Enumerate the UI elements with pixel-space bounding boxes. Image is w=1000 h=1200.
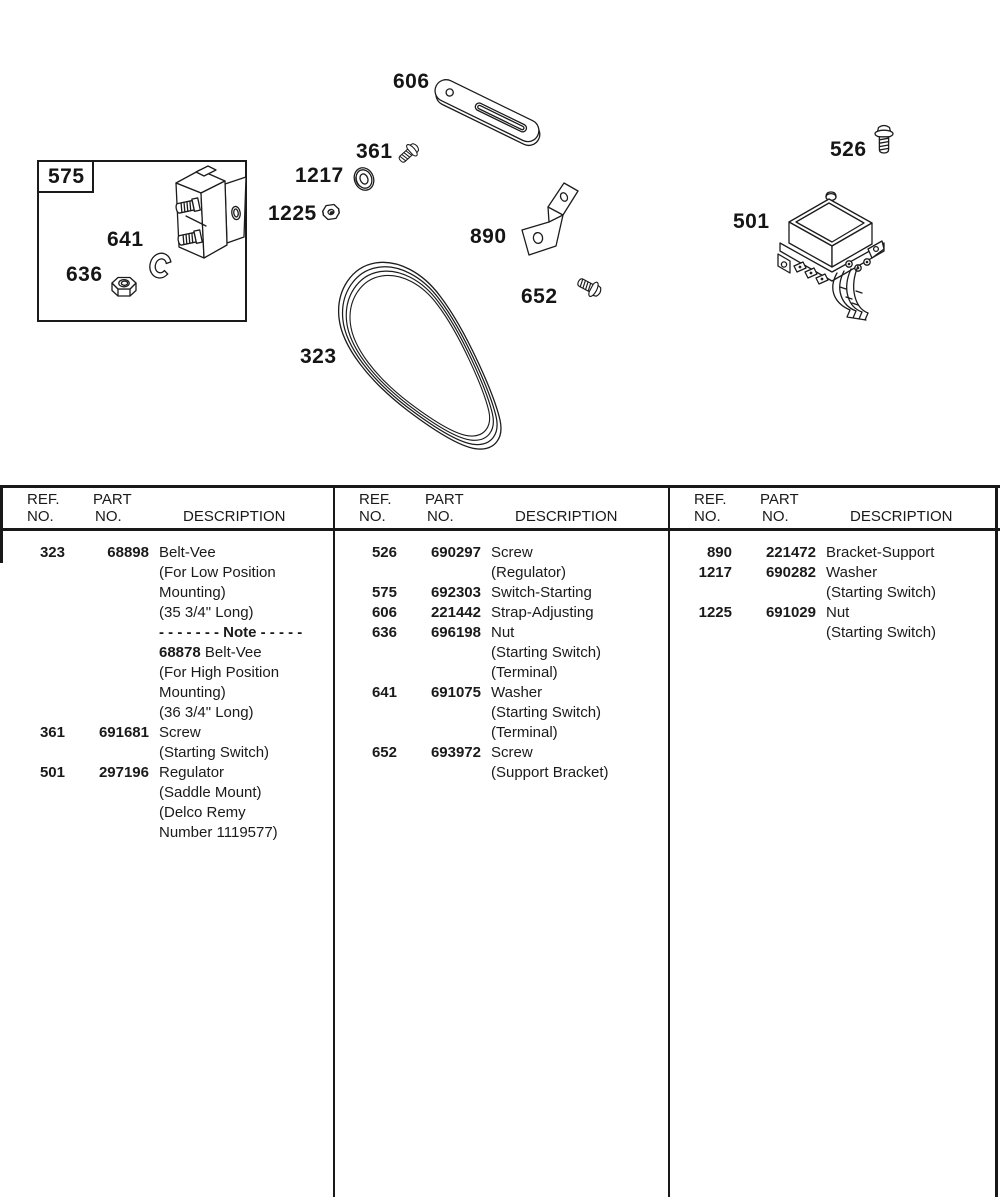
ref-no: 361 [39,724,65,741]
part-row [335,563,668,583]
description: (Delco Remy [159,804,246,821]
description: (Regulator) [491,564,567,581]
ref-no [335,703,397,723]
description: Nut [491,624,515,641]
strap-drawing [430,76,545,149]
part-row [3,683,333,703]
description: Washer [491,684,543,701]
part-no [397,703,481,723]
part-no: 691681 [98,724,149,741]
part-no [397,563,481,583]
parts-column-3 [670,485,995,1200]
header-ref-no: NO. [694,508,721,525]
callout-575: 575 [48,165,85,188]
part-row [3,663,333,683]
part-no [65,603,149,623]
column-header [335,488,668,528]
ref-no [3,583,65,603]
ref-no: 606 [371,604,397,621]
callout-606: 606 [393,70,430,93]
nut-1225-drawing [322,204,340,220]
header-part: PART [760,491,799,508]
part-no [65,583,149,603]
header-description: DESCRIPTION [183,508,286,525]
ref-no [3,563,65,583]
header-description: DESCRIPTION [850,508,953,525]
part-no [397,663,481,683]
ref-no [335,663,397,683]
description: Mounting) [159,684,226,701]
washer-1217-drawing [351,165,377,193]
ref-no [3,743,65,763]
part-row [3,723,333,743]
bracket-890-drawing [522,183,578,255]
description: Nut [826,604,850,621]
header-description: DESCRIPTION [515,508,618,525]
ref-no [3,823,65,843]
part-row [335,643,668,663]
exploded-parts-diagram [0,0,1000,485]
column-rows [3,543,333,843]
header-ref: REF. [694,491,727,508]
ref-no: 323 [39,544,65,561]
ref-no [3,663,65,683]
part-no: 221472 [765,544,816,561]
part-no: 221442 [430,604,481,621]
part-no [65,823,149,843]
description: Bracket-Support [826,544,935,561]
part-no [397,763,481,783]
callout-361: 361 [356,140,393,163]
part-no [65,743,149,763]
part-no: 696198 [430,624,481,641]
ref-no: 636 [371,624,397,641]
part-row [3,763,333,783]
description: (35 3/4" Long) [159,604,254,621]
description: - - - - - - - Note - - - - - [159,624,303,641]
description: (36 3/4" Long) [159,704,254,721]
header-part-no: NO. [95,508,122,525]
ref-no [335,763,397,783]
ref-no [335,643,397,663]
part-no: 691075 [430,684,481,701]
belt-drawing [339,262,501,449]
callout-323: 323 [300,345,337,368]
part-no: 690282 [765,564,816,581]
part-row [335,683,668,703]
callout-526: 526 [830,138,867,161]
description: (Starting Switch) [826,584,937,601]
part-no [732,583,816,603]
ref-no: 575 [371,584,397,601]
part-no [65,803,149,823]
description: Mounting) [159,584,226,601]
parts-column-2 [335,485,668,1200]
parts-column-1 [3,485,333,1200]
ref-no [335,563,397,583]
part-no [65,563,149,583]
part-no: 691029 [765,604,816,621]
ref-no [3,703,65,723]
column-rows [335,543,668,783]
header-part: PART [425,491,464,508]
description: Screw [159,724,201,741]
part-no [65,643,149,663]
description: Washer [826,564,878,581]
header-part-no: NO. [427,508,454,525]
ref-no [3,803,65,823]
ref-no: 1217 [698,564,732,581]
part-row [335,763,668,783]
part-no [397,643,481,663]
ref-no [3,623,65,643]
ref-no: 1225 [698,604,732,621]
description: Screw [491,544,533,561]
part-no: 692303 [430,584,481,601]
ref-no: 890 [706,544,732,561]
parts-table [0,485,1000,1200]
part-row [670,543,995,563]
header-ref-no: NO. [359,508,386,525]
part-no: 690297 [430,544,481,561]
header-ref: REF. [359,491,392,508]
part-row [3,783,333,803]
part-row [335,743,668,763]
part-row [670,583,995,603]
regulator-drawing [778,192,884,320]
header-ref-no: NO. [27,508,54,525]
ref-no [670,583,732,603]
screw-652-drawing [575,274,604,299]
ref-no [670,623,732,643]
ref-no: 526 [371,544,397,561]
part-row [3,623,333,643]
nut-636-drawing [112,278,136,297]
screw-526-drawing [875,126,893,154]
callout-636: 636 [66,263,103,286]
header-part-no: NO. [762,508,789,525]
screw-361-drawing [396,140,422,165]
description: (For High Position [159,664,280,681]
part-row [670,563,995,583]
description: (Starting Switch) [826,624,937,641]
description: Switch-Starting [491,584,592,601]
description: (Terminal) [491,664,558,681]
part-no [732,623,816,643]
part-row [670,623,995,643]
ref-no [3,683,65,703]
part-row [3,803,333,823]
part-row [335,543,668,563]
description: (Terminal) [491,724,558,741]
part-row [3,543,333,563]
callout-652: 652 [521,285,558,308]
column-header [3,488,333,528]
part-no [65,623,149,643]
part-row [3,563,333,583]
part-no [65,703,149,723]
part-row [3,703,333,723]
description: (For Low Position [159,564,276,581]
part-row [3,583,333,603]
column-rows [670,543,995,643]
part-no: 68898 [107,544,149,561]
ref-no [3,643,65,663]
ref-no [3,603,65,623]
part-row [3,603,333,623]
part-no [65,783,149,803]
description: (Starting Switch) [159,744,270,761]
description: Number 1119577) [159,824,278,841]
ref-no: 501 [39,764,65,781]
lock-washer-641-drawing [147,251,172,280]
part-row [335,703,668,723]
column-header [670,488,995,528]
part-no [65,663,149,683]
header-part: PART [93,491,132,508]
description: (Saddle Mount) [159,784,262,801]
part-no [65,683,149,703]
part-no: 297196 [98,764,149,781]
part-row [335,583,668,603]
part-no: 693972 [430,744,481,761]
part-row [335,603,668,623]
switch-drawing [175,166,246,258]
ref-no: 641 [371,684,397,701]
description: (Support Bracket) [491,764,609,781]
part-row [670,603,995,623]
callout-890: 890 [470,225,507,248]
part-row [335,663,668,683]
part-no [397,723,481,743]
callout-641: 641 [107,228,144,251]
description: (Starting Switch) [491,644,602,661]
description: Belt-Vee [159,544,216,561]
description: Strap-Adjusting [491,604,594,621]
part-row [335,623,668,643]
ref-no [3,783,65,803]
callout-1225: 1225 [268,202,317,225]
ref-no: 652 [371,744,397,761]
table-right-border [995,485,998,1197]
description: 68878 Belt-Vee [159,644,262,661]
description: (Starting Switch) [491,704,602,721]
part-row [3,823,333,843]
callout-501: 501 [733,210,770,233]
part-row [335,723,668,743]
part-row [3,643,333,663]
callout-1217: 1217 [295,164,344,187]
description: Screw [491,744,533,761]
ref-no [335,723,397,743]
description: Regulator [159,764,225,781]
part-row [3,743,333,763]
header-ref: REF. [27,491,60,508]
